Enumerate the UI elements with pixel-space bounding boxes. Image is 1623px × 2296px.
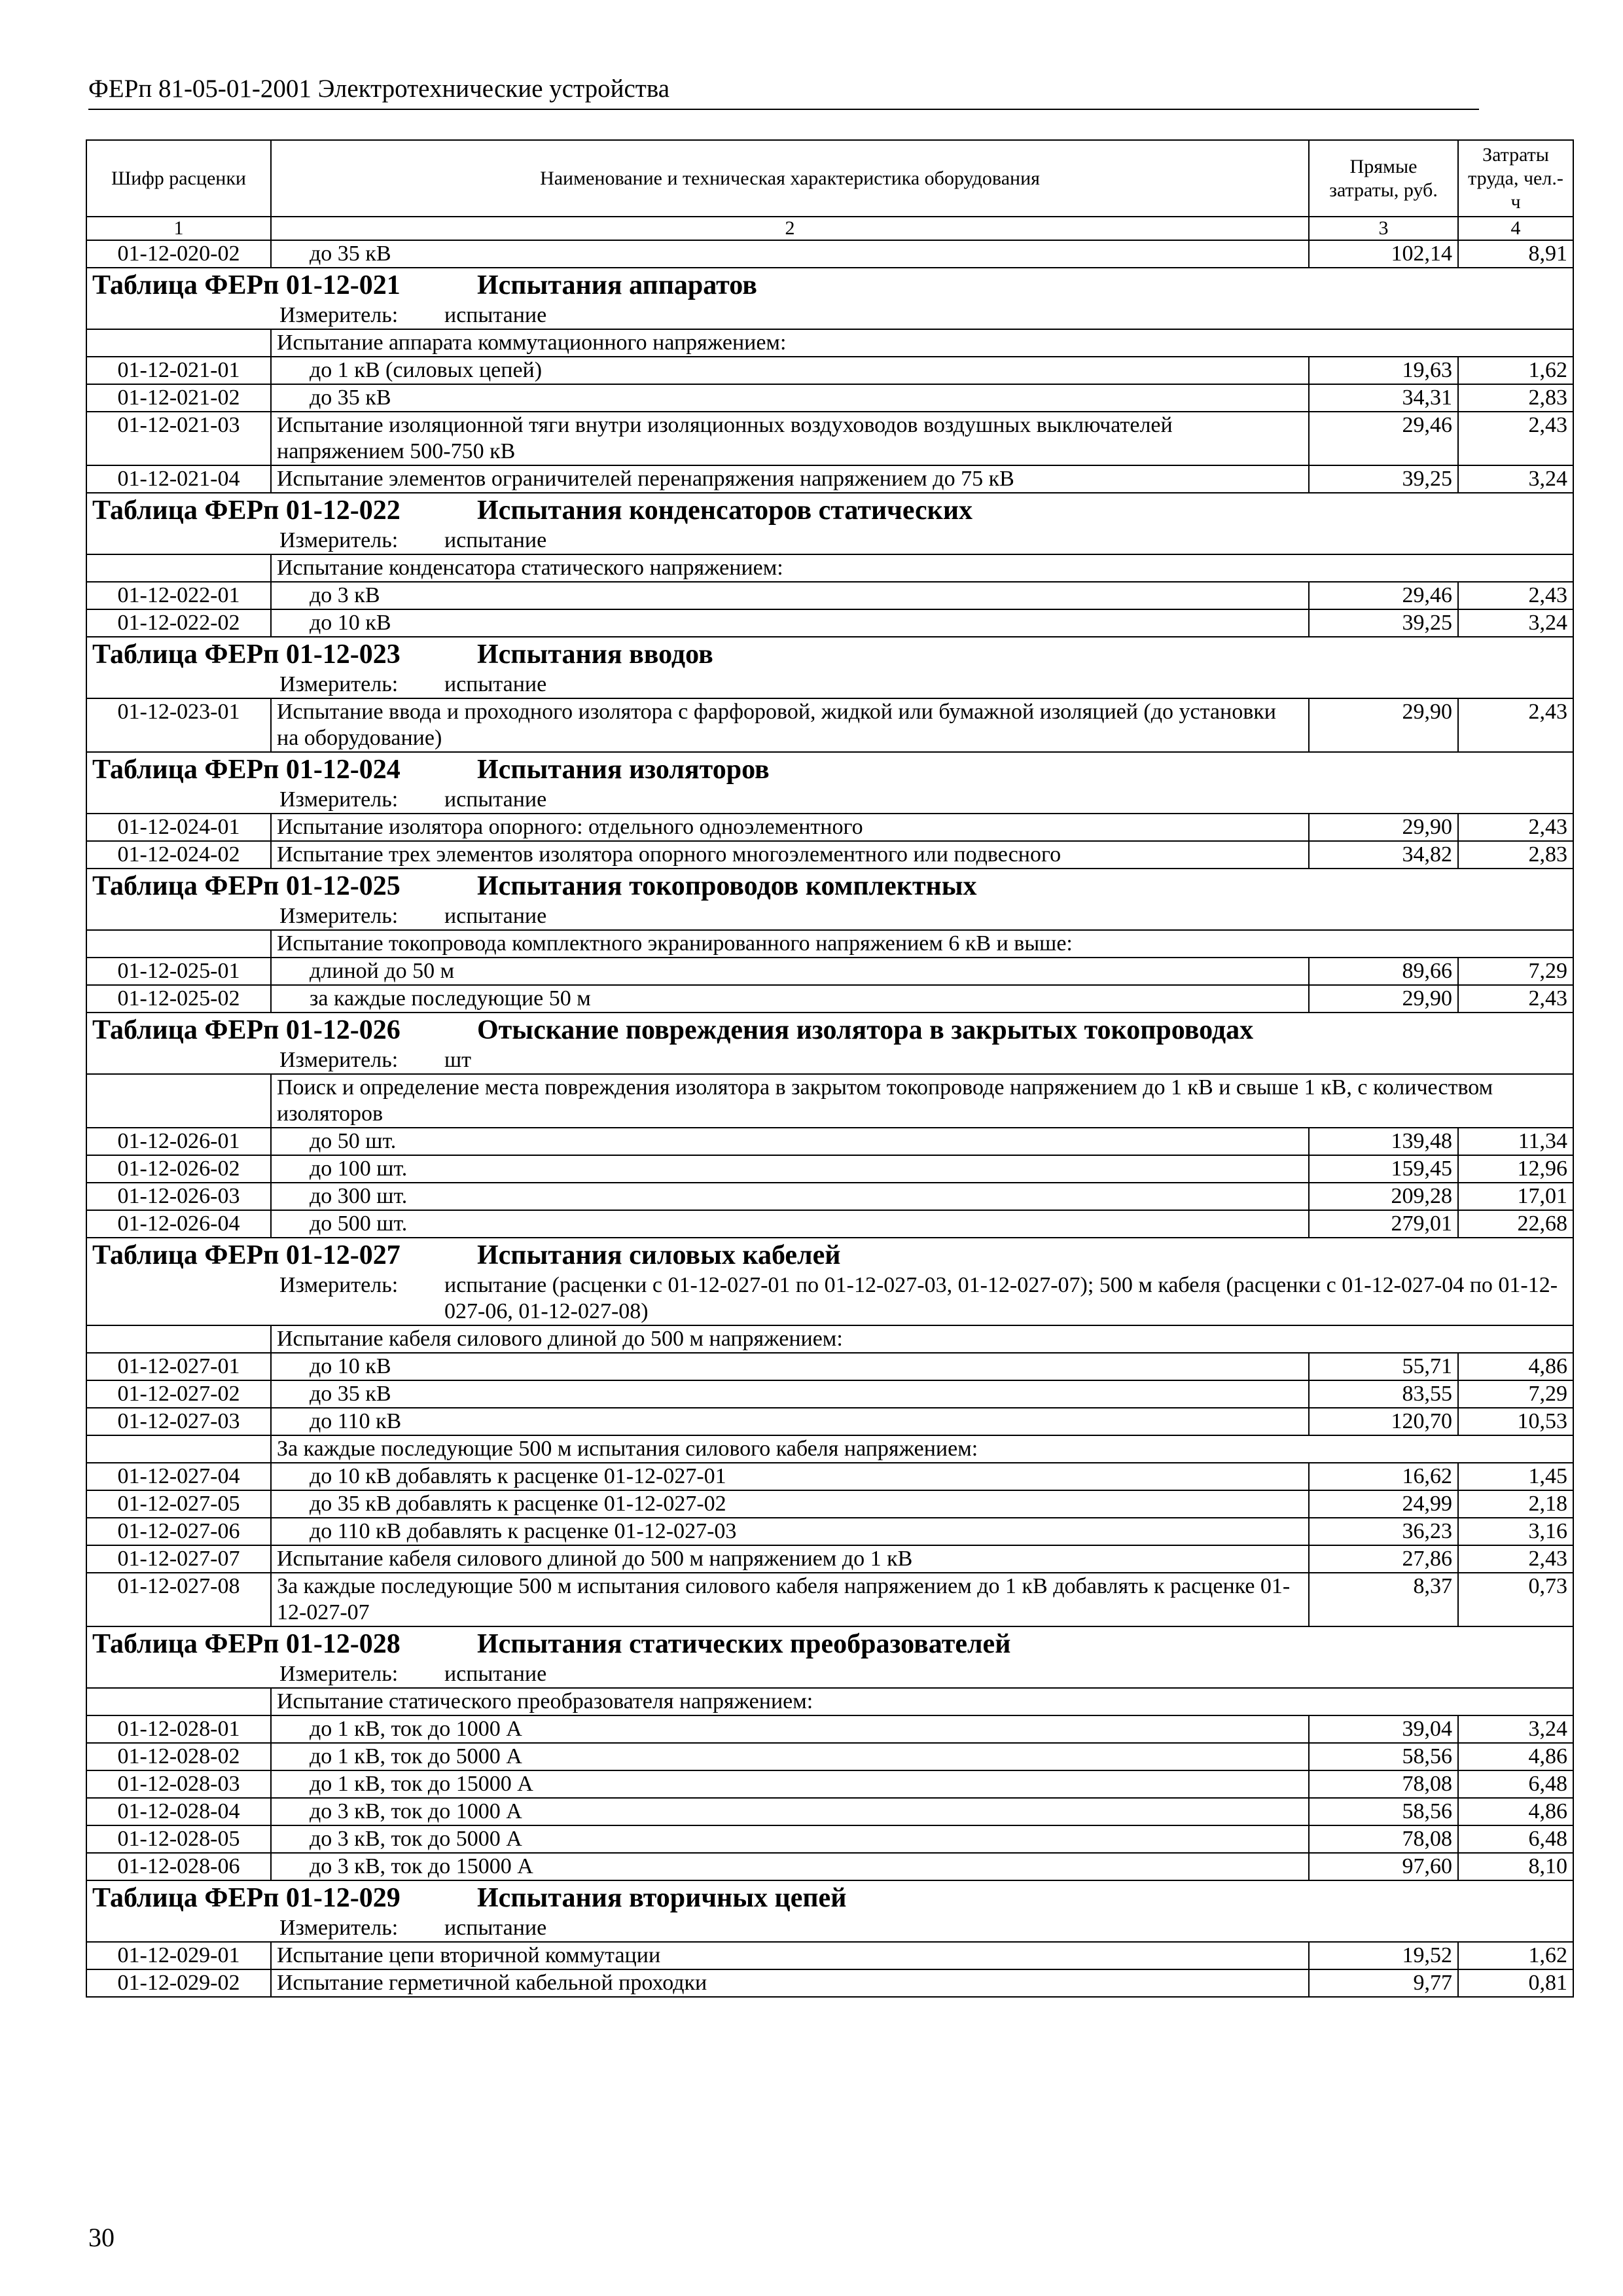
- section-table-number: Таблица ФЕРп 01-12-024: [92, 755, 401, 785]
- measure-unit-value: испытание (расценки с 01-12-027-01 по 01-12-027-03, 01-12-027-07); 500 м кабеля (расценки с 01-12-027-04 по 01-12-027-06, 01-12-027-08): [444, 1273, 1558, 1323]
- measure-unit-label: Измеритель:: [279, 528, 399, 552]
- rate-code: 01-12-027-06: [86, 1518, 271, 1545]
- labor-cost: 2,43: [1458, 412, 1573, 465]
- group-heading: Испытание статического преобразователя напряжением:: [271, 1688, 1573, 1715]
- table-row: [86, 465, 1573, 493]
- direct-cost: 78,08: [1309, 1825, 1458, 1853]
- section-title-cell: [86, 268, 1573, 302]
- rate-code: 01-12-028-04: [86, 1798, 271, 1825]
- section-table-number: Таблица ФЕРп 01-12-028: [92, 1629, 401, 1659]
- table-row: [86, 1128, 1573, 1155]
- section-table-number: Таблица ФЕРп 01-12-026: [92, 1015, 401, 1045]
- rate-description: до 10 кВ: [271, 1353, 1309, 1380]
- direct-cost: 19,63: [1309, 357, 1458, 384]
- section-title-cell: [86, 1626, 1573, 1661]
- measure-unit-cell: [86, 787, 1573, 814]
- rate-code: 01-12-027-08: [86, 1573, 271, 1626]
- labor-cost: 4,86: [1458, 1353, 1573, 1380]
- rate-description: до 3 кВ, ток до 15000 А: [271, 1853, 1309, 1880]
- rate-description: до 1 кВ (силовых цепей): [271, 357, 1309, 384]
- labor-cost: 0,81: [1458, 1969, 1573, 1997]
- col-header-cost: Прямые затраты, руб.: [1309, 140, 1458, 217]
- rate-code: 01-12-023-01: [86, 698, 271, 752]
- table-row: [86, 1853, 1573, 1880]
- labor-cost: 22,68: [1458, 1210, 1573, 1238]
- measure-unit-cell: [86, 903, 1573, 930]
- direct-cost: 39,25: [1309, 609, 1458, 637]
- rate-description: до 110 кВ добавлять к расценке 01-12-027-03: [271, 1518, 1309, 1545]
- section-table-number: Таблица ФЕРп 01-12-022: [92, 495, 401, 526]
- col-number: 1: [86, 217, 271, 240]
- table-section-title: [86, 1238, 1573, 1272]
- labor-cost: 0,73: [1458, 1573, 1573, 1626]
- section-title: Испытания изоляторов: [477, 755, 770, 785]
- direct-cost: 29,46: [1309, 582, 1458, 609]
- rate-code: 01-12-027-04: [86, 1463, 271, 1490]
- table-row: [86, 1969, 1573, 1997]
- group-heading: Испытание кабеля силового длиной до 500 м напряжением:: [271, 1325, 1573, 1353]
- section-title: Испытания токопроводов комплектных: [477, 871, 977, 901]
- measure-unit-label: Измеритель:: [279, 1273, 399, 1297]
- table-row: [86, 985, 1573, 1013]
- labor-cost: 2,83: [1458, 384, 1573, 412]
- labor-cost: 17,01: [1458, 1183, 1573, 1210]
- labor-cost: 1,62: [1458, 1942, 1573, 1969]
- section-title-cell: [86, 637, 1573, 672]
- table-row: [86, 1942, 1573, 1969]
- group-heading: Испытание токопровода комплектного экранированного напряжением 6 кВ и выше:: [271, 930, 1573, 958]
- rate-description: За каждые последующие 500 м испытания силового кабеля напряжением до 1 кВ добавлять к расценке 01-12-027-07: [271, 1573, 1309, 1626]
- labor-cost: 1,45: [1458, 1463, 1573, 1490]
- group-heading: Поиск и определение места повреждения изолятора в закрытом токопроводе напряжением до 1 кВ и свыше 1 кВ, с количеством изоляторов: [271, 1074, 1573, 1128]
- empty-cell: [86, 1325, 271, 1353]
- rate-description: Испытание кабеля силового длиной до 500 м напряжением до 1 кВ: [271, 1545, 1309, 1573]
- rate-description: до 3 кВ, ток до 1000 А: [271, 1798, 1309, 1825]
- measure-unit-label: Измеритель:: [279, 1048, 399, 1072]
- direct-cost: 29,90: [1309, 814, 1458, 841]
- col-number: 3: [1309, 217, 1458, 240]
- direct-cost: 55,71: [1309, 1353, 1458, 1380]
- labor-cost: 2,83: [1458, 841, 1573, 869]
- col-header-name: Наименование и техническая характеристика оборудования: [271, 140, 1309, 217]
- rates-table: [86, 139, 1574, 1998]
- group-heading: За каждые последующие 500 м испытания силового кабеля напряжением:: [271, 1435, 1573, 1463]
- direct-cost: 159,45: [1309, 1155, 1458, 1183]
- group-heading-row: [86, 554, 1573, 582]
- table-row: [86, 1545, 1573, 1573]
- measure-unit-label: Измеритель:: [279, 1916, 399, 1940]
- labor-cost: 7,29: [1458, 1380, 1573, 1408]
- col-header-labor: Затраты труда, чел.-ч: [1458, 140, 1573, 217]
- rate-code: 01-12-027-02: [86, 1380, 271, 1408]
- rate-description: до 35 кВ: [271, 240, 1309, 268]
- measure-unit-label: Измеритель:: [279, 904, 399, 928]
- direct-cost: 83,55: [1309, 1380, 1458, 1408]
- labor-cost: 6,48: [1458, 1825, 1573, 1853]
- table-section-title: [86, 1626, 1573, 1661]
- measure-unit-value: шт: [444, 1048, 472, 1072]
- table-row: [86, 1490, 1573, 1518]
- rate-description: Испытание элементов ограничителей перенапряжения напряжением до 75 кВ: [271, 465, 1309, 493]
- direct-cost: 16,62: [1309, 1463, 1458, 1490]
- direct-cost: 34,31: [1309, 384, 1458, 412]
- table-row: [86, 1825, 1573, 1853]
- section-title: Испытания вторичных цепей: [477, 1883, 847, 1913]
- group-heading-row: [86, 329, 1573, 357]
- table-row: [86, 1353, 1573, 1380]
- rate-description: Испытание изолятора опорного: отдельного одноэлементного: [271, 814, 1309, 841]
- measure-unit-row: [86, 528, 1573, 554]
- table-row: [86, 412, 1573, 465]
- rate-code: 01-12-021-01: [86, 357, 271, 384]
- section-table-number: Таблица ФЕРп 01-12-023: [92, 639, 401, 670]
- measure-unit-value: испытание: [444, 528, 547, 552]
- table-row: [86, 1183, 1573, 1210]
- section-table-number: Таблица ФЕРп 01-12-027: [92, 1240, 401, 1270]
- table-row: [86, 1408, 1573, 1435]
- section-title-cell: [86, 1238, 1573, 1272]
- direct-cost: 120,70: [1309, 1408, 1458, 1435]
- labor-cost: 2,18: [1458, 1490, 1573, 1518]
- section-title-cell: [86, 1880, 1573, 1915]
- direct-cost: 139,48: [1309, 1128, 1458, 1155]
- direct-cost: 24,99: [1309, 1490, 1458, 1518]
- table-row: [86, 1155, 1573, 1183]
- direct-cost: 29,90: [1309, 985, 1458, 1013]
- rate-description: до 1 кВ, ток до 15000 А: [271, 1770, 1309, 1798]
- rate-code: 01-12-026-01: [86, 1128, 271, 1155]
- group-heading-row: [86, 1325, 1573, 1353]
- rate-code: 01-12-022-01: [86, 582, 271, 609]
- rate-code: 01-12-021-03: [86, 412, 271, 465]
- rate-description: длиной до 50 м: [271, 958, 1309, 985]
- direct-cost: 29,90: [1309, 698, 1458, 752]
- rate-code: 01-12-024-01: [86, 814, 271, 841]
- table-row: [86, 958, 1573, 985]
- measure-unit-row: [86, 1915, 1573, 1942]
- table-row: [86, 1210, 1573, 1238]
- rate-description: до 10 кВ: [271, 609, 1309, 637]
- direct-cost: 9,77: [1309, 1969, 1458, 1997]
- empty-cell: [86, 329, 271, 357]
- rate-code: 01-12-026-03: [86, 1183, 271, 1210]
- labor-cost: 3,16: [1458, 1518, 1573, 1545]
- measure-unit-value: испытание: [444, 1662, 547, 1686]
- measure-unit-row: [86, 302, 1573, 329]
- rate-description: до 110 кВ: [271, 1408, 1309, 1435]
- rate-code: 01-12-024-02: [86, 841, 271, 869]
- measure-unit-cell: [86, 1272, 1573, 1325]
- rate-description: до 10 кВ добавлять к расценке 01-12-027-01: [271, 1463, 1309, 1490]
- rate-description: Испытание трех элементов изолятора опорного многоэлементного или подвесного: [271, 841, 1309, 869]
- group-heading-row: [86, 1435, 1573, 1463]
- labor-cost: 3,24: [1458, 1715, 1573, 1743]
- table-row: [86, 1573, 1573, 1626]
- measure-unit-row: [86, 672, 1573, 698]
- labor-cost: 8,91: [1458, 240, 1573, 268]
- running-header: ФЕРп 81-05-01-2001 Электротехнические устройства: [88, 72, 1479, 110]
- rate-description: за каждые последующие 50 м: [271, 985, 1309, 1013]
- table-row: [86, 1743, 1573, 1770]
- direct-cost: 209,28: [1309, 1183, 1458, 1210]
- group-heading-row: [86, 930, 1573, 958]
- rate-description: Испытание цепи вторичной коммутации: [271, 1942, 1309, 1969]
- table-row: [86, 1518, 1573, 1545]
- col-number: 4: [1458, 217, 1573, 240]
- measure-unit-label: Измеритель:: [279, 787, 399, 812]
- direct-cost: 97,60: [1309, 1853, 1458, 1880]
- labor-cost: 2,43: [1458, 985, 1573, 1013]
- empty-cell: [86, 1688, 271, 1715]
- measure-unit-value: испытание: [444, 672, 547, 696]
- labor-cost: 2,43: [1458, 698, 1573, 752]
- rate-description: до 1 кВ, ток до 1000 А: [271, 1715, 1309, 1743]
- measure-unit-label: Измеритель:: [279, 672, 399, 696]
- rate-code: 01-12-028-06: [86, 1853, 271, 1880]
- direct-cost: 34,82: [1309, 841, 1458, 869]
- rate-code: 01-12-026-02: [86, 1155, 271, 1183]
- rate-description: до 35 кВ: [271, 1380, 1309, 1408]
- section-title-cell: [86, 752, 1573, 787]
- table-row: [86, 1798, 1573, 1825]
- labor-cost: 10,53: [1458, 1408, 1573, 1435]
- table-row: [86, 1770, 1573, 1798]
- rate-code: 01-12-029-01: [86, 1942, 271, 1969]
- direct-cost: 39,25: [1309, 465, 1458, 493]
- measure-unit-row: [86, 1047, 1573, 1074]
- rate-code: 01-12-028-03: [86, 1770, 271, 1798]
- table-section-title: [86, 752, 1573, 787]
- column-number-row: [86, 217, 1573, 240]
- group-heading-row: [86, 1688, 1573, 1715]
- labor-cost: 3,24: [1458, 609, 1573, 637]
- measure-unit-label: Измеритель:: [279, 303, 399, 327]
- rate-code: 01-12-025-02: [86, 985, 271, 1013]
- measure-unit-value: испытание: [444, 303, 547, 327]
- section-title: Отыскание повреждения изолятора в закрытых токопроводах: [477, 1015, 1254, 1045]
- rate-code: 01-12-022-02: [86, 609, 271, 637]
- section-title-cell: [86, 869, 1573, 903]
- labor-cost: 3,24: [1458, 465, 1573, 493]
- rate-code: 01-12-025-01: [86, 958, 271, 985]
- measure-unit-value: испытание: [444, 787, 547, 812]
- rate-description: до 500 шт.: [271, 1210, 1309, 1238]
- section-table-number: Таблица ФЕРп 01-12-021: [92, 270, 401, 300]
- labor-cost: 7,29: [1458, 958, 1573, 985]
- labor-cost: 6,48: [1458, 1770, 1573, 1798]
- rate-code: 01-12-021-02: [86, 384, 271, 412]
- direct-cost: 36,23: [1309, 1518, 1458, 1545]
- section-title: Испытания вводов: [477, 639, 713, 670]
- measure-unit-cell: [86, 1661, 1573, 1688]
- measure-unit-row: [86, 1661, 1573, 1688]
- table-row: [86, 1715, 1573, 1743]
- rate-code: 01-12-029-02: [86, 1969, 271, 1997]
- rate-description: до 35 кВ добавлять к расценке 01-12-027-02: [271, 1490, 1309, 1518]
- table-section-title: [86, 869, 1573, 903]
- table-row: [86, 1380, 1573, 1408]
- table-section-title: [86, 268, 1573, 302]
- table-row: [86, 357, 1573, 384]
- table-body: [86, 240, 1573, 1997]
- rate-description: до 35 кВ: [271, 384, 1309, 412]
- table-section-title: [86, 1880, 1573, 1915]
- direct-cost: 29,46: [1309, 412, 1458, 465]
- rate-description: до 3 кВ: [271, 582, 1309, 609]
- empty-cell: [86, 930, 271, 958]
- direct-cost: 102,14: [1309, 240, 1458, 268]
- measure-unit-cell: [86, 672, 1573, 698]
- labor-cost: 2,43: [1458, 582, 1573, 609]
- table-row: [86, 841, 1573, 869]
- rate-code: 01-12-028-01: [86, 1715, 271, 1743]
- section-title: Испытания аппаратов: [477, 270, 757, 300]
- empty-cell: [86, 1074, 271, 1128]
- section-title-cell: [86, 493, 1573, 528]
- col-header-code: Шифр расценки: [86, 140, 271, 217]
- measure-unit-cell: [86, 302, 1573, 329]
- rate-description: Испытание изоляционной тяги внутри изоляционных воздуховодов воздушных выключателей напряжением 500-750 кВ: [271, 412, 1309, 465]
- table-row: [86, 814, 1573, 841]
- group-heading-row: [86, 1074, 1573, 1128]
- direct-cost: 89,66: [1309, 958, 1458, 985]
- rate-description: до 300 шт.: [271, 1183, 1309, 1210]
- section-title: Испытания силовых кабелей: [477, 1240, 841, 1270]
- section-table-number: Таблица ФЕРп 01-12-025: [92, 871, 401, 901]
- labor-cost: 2,43: [1458, 1545, 1573, 1573]
- rate-description: до 3 кВ, ток до 5000 А: [271, 1825, 1309, 1853]
- empty-cell: [86, 1435, 271, 1463]
- page-number: 30: [88, 2223, 115, 2252]
- direct-cost: 27,86: [1309, 1545, 1458, 1573]
- rate-code: 01-12-026-04: [86, 1210, 271, 1238]
- rate-description: Испытание ввода и проходного изолятора с фарфоровой, жидкой или бумажной изоляцией (до установки на оборудование): [271, 698, 1309, 752]
- direct-cost: 19,52: [1309, 1942, 1458, 1969]
- measure-unit-cell: [86, 528, 1573, 554]
- group-heading: Испытание конденсатора статического напряжением:: [271, 554, 1573, 582]
- labor-cost: 11,34: [1458, 1128, 1573, 1155]
- group-heading: Испытание аппарата коммутационного напряжением:: [271, 329, 1573, 357]
- measure-unit-cell: [86, 1047, 1573, 1074]
- section-title-cell: [86, 1013, 1573, 1047]
- measure-unit-label: Измеритель:: [279, 1662, 399, 1686]
- labor-cost: 1,62: [1458, 357, 1573, 384]
- section-title: Испытания статических преобразователей: [477, 1629, 1011, 1659]
- table-section-title: [86, 493, 1573, 528]
- labor-cost: 2,43: [1458, 814, 1573, 841]
- rate-code: 01-12-027-03: [86, 1408, 271, 1435]
- rate-code: 01-12-020-02: [86, 240, 271, 268]
- rate-description: до 50 шт.: [271, 1128, 1309, 1155]
- direct-cost: 58,56: [1309, 1798, 1458, 1825]
- rate-description: до 1 кВ, ток до 5000 А: [271, 1743, 1309, 1770]
- rate-code: 01-12-021-04: [86, 465, 271, 493]
- measure-unit-cell: [86, 1915, 1573, 1942]
- direct-cost: 78,08: [1309, 1770, 1458, 1798]
- rate-description: Испытание герметичной кабельной проходки: [271, 1969, 1309, 1997]
- table-row: [86, 240, 1573, 268]
- table-row: [86, 384, 1573, 412]
- measure-unit-value: испытание: [444, 904, 547, 928]
- direct-cost: 58,56: [1309, 1743, 1458, 1770]
- empty-cell: [86, 554, 271, 582]
- measure-unit-row: [86, 903, 1573, 930]
- labor-cost: 4,86: [1458, 1798, 1573, 1825]
- rate-code: 01-12-027-05: [86, 1490, 271, 1518]
- table-row: [86, 609, 1573, 637]
- rate-code: 01-12-027-01: [86, 1353, 271, 1380]
- measure-unit-value: испытание: [444, 1916, 547, 1940]
- table-section-title: [86, 637, 1573, 672]
- table-section-title: [86, 1013, 1573, 1047]
- section-title: Испытания конденсаторов статических: [477, 495, 973, 526]
- labor-cost: 4,86: [1458, 1743, 1573, 1770]
- rate-description: до 100 шт.: [271, 1155, 1309, 1183]
- rate-code: 01-12-028-02: [86, 1743, 271, 1770]
- direct-cost: 8,37: [1309, 1573, 1458, 1626]
- column-header-row: [86, 140, 1573, 217]
- table-row: [86, 1463, 1573, 1490]
- measure-unit-row: [86, 1272, 1573, 1325]
- table-row: [86, 698, 1573, 752]
- rate-code: 01-12-028-05: [86, 1825, 271, 1853]
- rate-code: 01-12-027-07: [86, 1545, 271, 1573]
- col-number: 2: [271, 217, 1309, 240]
- direct-cost: 279,01: [1309, 1210, 1458, 1238]
- labor-cost: 12,96: [1458, 1155, 1573, 1183]
- labor-cost: 8,10: [1458, 1853, 1573, 1880]
- table-row: [86, 582, 1573, 609]
- measure-unit-row: [86, 787, 1573, 814]
- direct-cost: 39,04: [1309, 1715, 1458, 1743]
- section-table-number: Таблица ФЕРп 01-12-029: [92, 1883, 401, 1913]
